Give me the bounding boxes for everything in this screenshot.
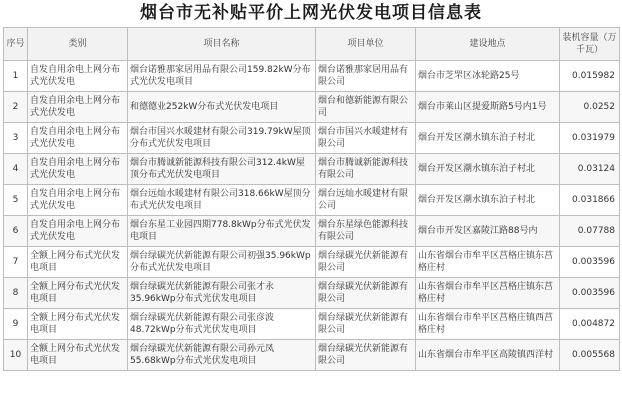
cell-project-name bbox=[128, 216, 316, 247]
cell-capacity: 0.004872 bbox=[560, 309, 620, 340]
cell-project-name bbox=[128, 309, 316, 340]
cell-location bbox=[416, 123, 560, 154]
cell-project-unit-text: 烟台绿碳光伏新能源有限公司 bbox=[318, 313, 409, 335]
cell-index: 2 bbox=[4, 92, 28, 123]
cell-project-name-text: 烟台诺雅那家居用品有限公司159.82kW分布式光伏发电项目 bbox=[130, 65, 311, 87]
cell-category-text: 自发自用余电上网分布式光伏发电 bbox=[30, 158, 121, 180]
header-category: 类别 bbox=[28, 28, 128, 61]
header-row bbox=[4, 28, 620, 61]
cell-category-text: 全额上网分布式光伏发电项目 bbox=[30, 282, 121, 304]
cell-location-text: 烟台市开发区嘉陵江路88号内 bbox=[418, 226, 538, 236]
cell-index: 3 bbox=[4, 123, 28, 154]
table-row bbox=[4, 123, 620, 154]
cell-category-text: 全额上网分布式光伏发电项目 bbox=[30, 313, 121, 335]
page-title: 烟台市无补贴平价上网光伏发电项目信息表 bbox=[140, 3, 482, 23]
cell-location-text: 山东省烟台市牟平区莒格庄镇东莒格庄村 bbox=[418, 251, 554, 273]
table-row bbox=[4, 92, 620, 123]
cell-category bbox=[28, 309, 128, 340]
cell-category bbox=[28, 154, 128, 185]
header-location: 建设地点 bbox=[416, 28, 560, 61]
cell-location bbox=[416, 247, 560, 278]
cell-project-name-text: 烟台绿碳光伏新能源有限公司张才永35.96kWp分布式光伏发电项目 bbox=[130, 282, 275, 304]
cell-project-unit-text: 烟台和德新能源有限公司 bbox=[318, 96, 409, 118]
cell-index: 10 bbox=[4, 340, 28, 371]
cell-location bbox=[416, 185, 560, 216]
cell-location-text: 山东省烟台市牟平区莒格庄镇西莒格庄村 bbox=[418, 313, 554, 335]
cell-category-text: 全额上网分布式光伏发电项目 bbox=[30, 344, 121, 366]
header-project-name: 项目名称 bbox=[128, 28, 316, 61]
table-header bbox=[4, 28, 620, 61]
cell-project-unit bbox=[316, 309, 416, 340]
table-row bbox=[4, 309, 620, 340]
cell-location bbox=[416, 278, 560, 309]
cell-location bbox=[416, 340, 560, 371]
cell-capacity: 0.031866 bbox=[560, 185, 620, 216]
cell-project-name bbox=[128, 278, 316, 309]
cell-index: 6 bbox=[4, 216, 28, 247]
cell-category-text: 全额上网分布式光伏发电项目 bbox=[30, 251, 121, 273]
cell-project-unit bbox=[316, 61, 416, 92]
cell-category-text: 自发自用余电上网分布式光伏发电 bbox=[30, 65, 121, 87]
cell-category bbox=[28, 247, 128, 278]
table-row bbox=[4, 185, 620, 216]
cell-project-unit-text: 烟台诺雅那家居用品有限公司 bbox=[318, 65, 409, 87]
cell-project-name-text: 烟台市国兴水暖建材有限公司319.79kW屋顶分布式光伏发电项目 bbox=[130, 127, 311, 149]
cell-project-name-text: 烟台绿碳光伏新能源有限公司初强35.96kWp分布式光伏发电项目 bbox=[130, 251, 311, 273]
cell-category bbox=[28, 278, 128, 309]
cell-category-text: 自发自用余电上网分布式光伏发电 bbox=[30, 220, 121, 242]
cell-location-text: 烟台开发区潮水镇东泊子村北 bbox=[418, 195, 536, 205]
cell-project-name-text: 烟台远灿水暖建材有限公司318.66kW屋顶分布式光伏发电项目 bbox=[130, 189, 311, 211]
cell-project-unit bbox=[316, 154, 416, 185]
cell-project-unit bbox=[316, 247, 416, 278]
cell-category-text: 自发自用余电上网分布式光伏发电 bbox=[30, 189, 121, 211]
cell-project-name bbox=[128, 123, 316, 154]
cell-project-name bbox=[128, 61, 316, 92]
cell-project-name-text: 烟台绿碳光伏新能源有限公司张彦波48.72kWp分布式光伏发电项目 bbox=[130, 313, 275, 335]
cell-location bbox=[416, 154, 560, 185]
header-project-unit: 项目单位 bbox=[316, 28, 416, 61]
cell-category bbox=[28, 216, 128, 247]
table-row bbox=[4, 340, 620, 371]
cell-location bbox=[416, 61, 560, 92]
cell-project-unit-text: 烟台绿碳光伏新能源有限公司 bbox=[318, 344, 409, 366]
cell-location-text: 烟台市芝罘区冰轮路25号 bbox=[418, 71, 520, 81]
cell-project-name bbox=[128, 185, 316, 216]
cell-project-unit-text: 烟台绿碳光伏新能源有限公司 bbox=[318, 282, 409, 304]
cell-location bbox=[416, 92, 560, 123]
table-row bbox=[4, 247, 620, 278]
cell-capacity: 0.005568 bbox=[560, 340, 620, 371]
cell-location-text: 山东省烟台市牟平区莒格庄镇东莒格庄村 bbox=[418, 282, 554, 304]
cell-location-text: 山东省烟台市牟平区高陵镇西洋村 bbox=[418, 350, 554, 360]
cell-project-name bbox=[128, 247, 316, 278]
cell-capacity: 0.0252 bbox=[560, 92, 620, 123]
cell-capacity: 0.015982 bbox=[560, 61, 620, 92]
cell-project-unit bbox=[316, 278, 416, 309]
table-row bbox=[4, 278, 620, 309]
cell-location-text: 烟台开发区潮水镇东泊子村北 bbox=[418, 133, 536, 143]
table-row bbox=[4, 154, 620, 185]
table-row bbox=[4, 61, 620, 92]
cell-category-text: 自发自用余电上网分布式光伏发电 bbox=[30, 127, 121, 149]
cell-category bbox=[28, 61, 128, 92]
cell-category bbox=[28, 123, 128, 154]
cell-project-unit bbox=[316, 123, 416, 154]
cell-project-unit bbox=[316, 340, 416, 371]
cell-capacity: 0.003596 bbox=[560, 278, 620, 309]
table-row bbox=[4, 216, 620, 247]
cell-category bbox=[28, 92, 128, 123]
cell-project-unit-text: 烟台远灿水暖建材有限公司 bbox=[318, 189, 409, 211]
cell-index: 5 bbox=[4, 185, 28, 216]
cell-category-text: 自发自用余电上网分布式光伏发电 bbox=[30, 96, 121, 118]
cell-project-name-text: 烟台绿碳光伏新能源有限公司孙元凤55.68kWp分布式光伏发电项目 bbox=[130, 344, 275, 366]
cell-project-unit bbox=[316, 92, 416, 123]
cell-project-unit-text: 烟台绿碳光伏新能源有限公司 bbox=[318, 251, 409, 273]
cell-project-name bbox=[128, 92, 316, 123]
cell-location bbox=[416, 216, 560, 247]
cell-capacity: 0.07788 bbox=[560, 216, 620, 247]
cell-project-name-text: 烟台市腾诚新能源科技有限公司312.4kW屋顶分布式光伏发电项目 bbox=[130, 158, 305, 180]
cell-location bbox=[416, 309, 560, 340]
cell-project-unit-text: 烟台市腾诚新能源科技有限公司 bbox=[318, 158, 409, 180]
cell-project-unit-text: 烟台东星绿色能源科技有限公司 bbox=[318, 220, 409, 242]
cell-index: 9 bbox=[4, 309, 28, 340]
cell-category bbox=[28, 340, 128, 371]
project-table bbox=[3, 27, 620, 371]
cell-category bbox=[28, 185, 128, 216]
table-body bbox=[4, 61, 620, 371]
cell-capacity: 0.03124 bbox=[560, 154, 620, 185]
cell-index: 4 bbox=[4, 154, 28, 185]
cell-project-unit-text: 烟台市国兴水暖建材有限公司 bbox=[318, 127, 409, 149]
cell-project-name-text: 和德德业252kW分布式光伏发电项目 bbox=[130, 102, 279, 112]
cell-location-text: 烟台开发区潮水镇东泊子村北 bbox=[418, 164, 536, 174]
cell-capacity: 0.003596 bbox=[560, 247, 620, 278]
cell-location-text: 烟台市莱山区提爱斯路5号内1号 bbox=[418, 102, 547, 112]
cell-project-unit bbox=[316, 185, 416, 216]
cell-project-unit bbox=[316, 216, 416, 247]
header-capacity: 装机容量（万千瓦） bbox=[560, 28, 620, 61]
header-index: 序号 bbox=[4, 28, 28, 61]
cell-project-name-text: 烟台东星工业园四期778.8kWp分布式光伏发电项目 bbox=[130, 220, 311, 242]
cell-project-name bbox=[128, 154, 316, 185]
cell-index: 7 bbox=[4, 247, 28, 278]
cell-project-name bbox=[128, 340, 316, 371]
cell-index: 1 bbox=[4, 61, 28, 92]
cell-capacity: 0.031979 bbox=[560, 123, 620, 154]
cell-index: 8 bbox=[4, 278, 28, 309]
